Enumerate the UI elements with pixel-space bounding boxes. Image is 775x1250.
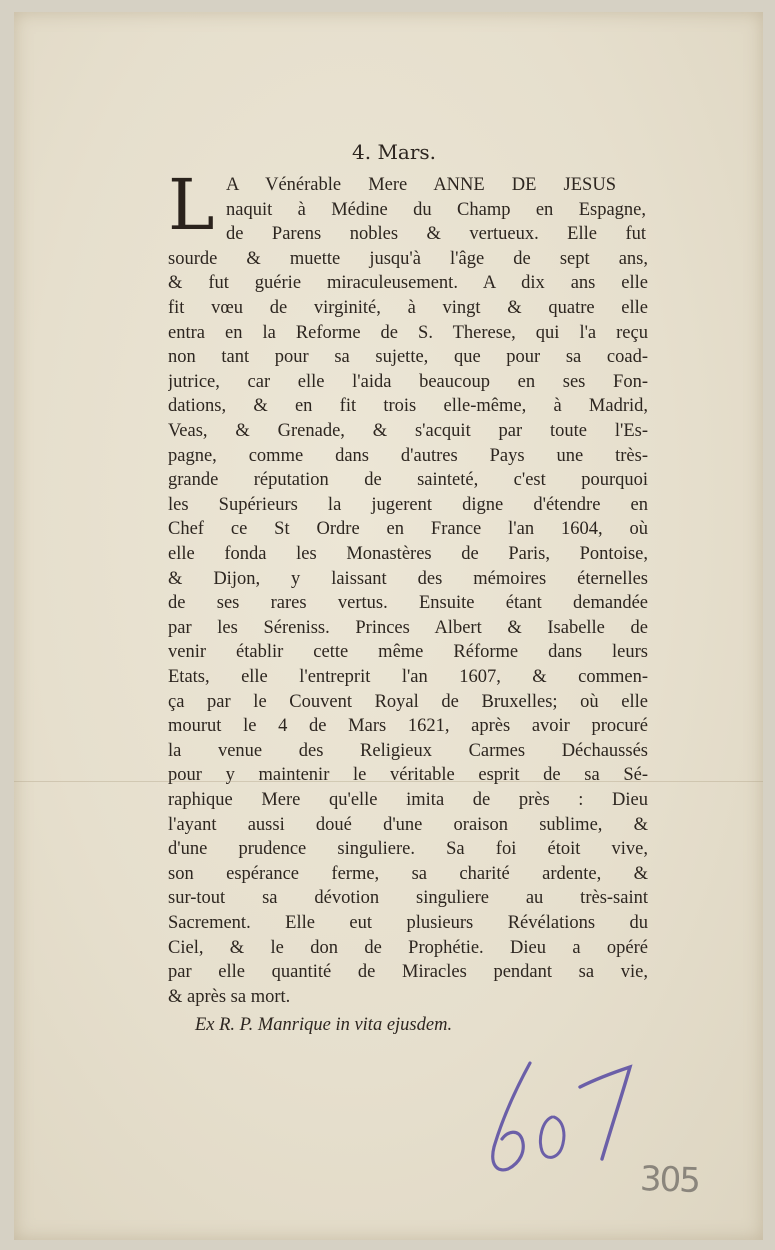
text-line: venir établir cette même Réforme dans leurs <box>168 642 648 663</box>
handwritten-number <box>482 1055 642 1185</box>
drop-cap-letter: L <box>168 164 215 246</box>
text-line: & fut guérie miraculeusement. A dix ans elle <box>168 273 648 294</box>
date-heading: 4. Mars. <box>352 140 437 164</box>
text-line: & Dijon, y laissant des mémoires éternelles <box>168 568 648 589</box>
source-citation: Ex R. P. Manrique in vita ejusdem. <box>195 1015 453 1035</box>
text-line: de ses rares vertus. Ensuite étant demandée <box>168 593 648 614</box>
text-line: ça par le Couvent Royal de Bruxelles; où elle <box>168 691 648 712</box>
text-line: sourde & muette jusqu'à l'âge de sept ans, <box>168 248 648 269</box>
text-line: Ciel, & le don de Prophétie. Dieu a opéré <box>168 937 648 958</box>
text-line: raphique Mere qu'elle imita de près : Dieu <box>168 790 648 810</box>
text-line: dations, & en fit trois elle-même, à Madrid, <box>168 396 648 417</box>
text-line: non tant pour sa sujette, que pour sa coad- <box>168 347 648 368</box>
text-line: jutrice, car elle l'aida beaucoup en ses Fon- <box>168 371 648 392</box>
text-line: par elle quantité de Miracles pendant sa vie, <box>168 962 648 983</box>
text-line: elle fonda les Monastères de Paris, Pontoise, <box>168 544 648 564</box>
handwritten-number-text: 607 <box>482 1055 484 1056</box>
text-line: Etats, elle l'entreprit l'an 1607, & commen- <box>168 667 648 687</box>
text-line: d'une prudence singuliere. Sa foi étoit vive, <box>168 839 648 860</box>
text-line: Veas, & Grenade, & s'acquit par toute l'Es- <box>168 421 648 441</box>
text-line: naquit à Médine du Champ en Espagne, <box>226 199 646 220</box>
text-line: pour y maintenir le véritable esprit de sa Sé- <box>168 765 648 786</box>
text-line: sur-tout sa dévotion singuliere au très-saint <box>168 888 648 909</box>
text-line: fit vœu de virginité, à vingt & quatre elle <box>168 298 648 318</box>
text-line: pagne, comme dans d'autres Pays une très- <box>168 445 648 466</box>
text-line: les Supérieurs la jugerent digne d'étendre en <box>168 494 648 515</box>
text-line: entra en la Reforme de S. Therese, qui l'a reçu <box>168 322 648 343</box>
text-line: Sacrement. Elle eut plusieurs Révélations du <box>168 913 648 933</box>
text-line: Chef ce St Ordre en France l'an 1604, où <box>168 519 648 540</box>
text-line: l'ayant aussi doué d'une oraison sublime, & <box>168 814 648 835</box>
text-line: mourut le 4 de Mars 1621, après avoir procuré <box>168 716 648 737</box>
text-line: de Parens nobles & vertueux. Elle fut <box>226 224 646 245</box>
text-line: grande réputation de sainteté, c'est pourquoi <box>168 470 648 491</box>
text-line: A Vénérable Mere ANNE DE JESUS <box>226 175 616 195</box>
text-line: la venue des Religieux Carmes Déchaussés <box>168 740 648 761</box>
text-line: & après sa mort. <box>168 986 291 1007</box>
text-line: son espérance ferme, sa charité ardente, & <box>168 863 648 884</box>
pencil-number: 305 <box>639 1158 700 1202</box>
text-line: par les Séreniss. Princes Albert & Isabelle de <box>168 617 648 638</box>
